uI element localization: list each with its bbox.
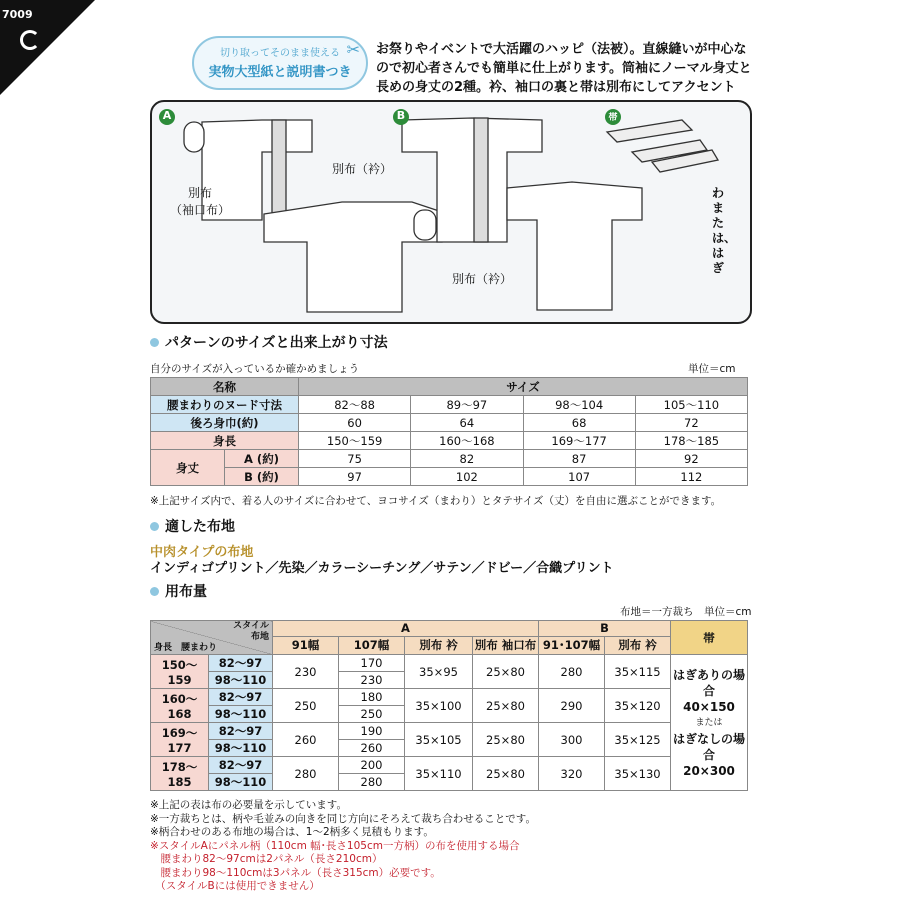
size-row-label: 身長 — [151, 432, 299, 450]
yardage-obi-line: または — [695, 717, 723, 728]
size-cell: 178〜185 — [635, 432, 747, 450]
yardage-row — [151, 757, 748, 774]
yardage-height: 160〜168 — [151, 689, 209, 723]
yardage-red-note-line: ※スタイルAにパネル柄（110cm 幅･長さ105cm一方柄）の布を使用する場合 — [150, 839, 520, 852]
mitake-label: 身丈 — [151, 450, 225, 486]
yardage-acuff: 25×80 — [473, 655, 539, 689]
yardage-hip: 82〜97 — [209, 689, 273, 706]
style-b-collar — [474, 118, 488, 242]
size-header-name: 名称 — [151, 378, 299, 396]
yardage-a107: 260 — [339, 740, 405, 757]
yardage-obi-line: はぎなしの場合 — [672, 731, 745, 762]
yardage-acuff: 25×80 — [473, 689, 539, 723]
size-row-label: 後ろ身巾(約) — [151, 414, 299, 432]
yardage-table — [150, 620, 748, 791]
yardage-notes — [150, 799, 536, 894]
bullet-icon — [150, 338, 159, 347]
size-cell: 72 — [635, 414, 747, 432]
size-subnote: 自分のサイズが入っているか確かめましょう — [150, 363, 360, 375]
yardage-red-note-line: 腰まわり98〜110cmは3パネル（長さ315cm）必要です。 — [150, 866, 441, 879]
yardage-a107: 170 — [339, 655, 405, 672]
label-a: A — [162, 109, 172, 122]
yardage-a107: 180 — [339, 689, 405, 706]
yardage-a91: 280 — [273, 757, 339, 791]
yardage-h-obi: 帯 — [671, 621, 748, 655]
size-cell: 89〜97 — [411, 396, 523, 414]
size-table — [150, 377, 748, 486]
yardage-a91: 250 — [273, 689, 339, 723]
yardage-beri: 35×115 — [605, 655, 671, 689]
yardage-hip: 82〜97 — [209, 655, 273, 672]
callout-cuff — [170, 184, 230, 218]
yardage-aeri: 35×95 — [405, 655, 473, 689]
callout-cuff-2: （袖口布） — [170, 203, 231, 217]
size-section-title — [150, 332, 388, 352]
size-cell: 150〜159 — [299, 432, 411, 450]
yardage-a107: 190 — [339, 723, 405, 740]
yardage-a107: 230 — [339, 672, 405, 689]
yardage-h-a-eri: 別布 衿 — [405, 636, 473, 654]
size-cell: 75 — [299, 450, 411, 468]
bullet-icon — [150, 587, 159, 596]
bullet-icon — [150, 522, 159, 531]
size-cell: 160〜168 — [411, 432, 523, 450]
intro-text: お祭りやイベントで大活躍のハッピ（法被）。直線縫いが中心なので初心者さんでも簡単に仕上がります。筒袖にノーマル身丈と長めの身丈の2種。衿、袖口の裏と帯は別布にしてアクセント — [376, 42, 752, 95]
yardage-note: 布地＝一方裁ち 単位＝cm — [620, 606, 752, 618]
yardage-obi-cell — [671, 655, 748, 791]
yardage-hip: 98〜110 — [209, 672, 273, 689]
yardage-b: 280 — [539, 655, 605, 689]
yardage-hip: 82〜97 — [209, 757, 273, 774]
yardage-h-b: B — [539, 621, 671, 637]
yardage-red-note-line: 腰まわり82〜97cmは2パネル（長さ210cm） — [150, 853, 383, 865]
yardage-beri: 35×125 — [605, 723, 671, 757]
yardage-row — [151, 723, 748, 740]
yardage-h-b-91107: 91･107幅 — [539, 636, 605, 654]
mitake-row-label: A (約) — [225, 450, 299, 468]
yardage-a107: 280 — [339, 774, 405, 791]
style-a-back-cuff — [414, 210, 436, 240]
size-cell: 105〜110 — [635, 396, 747, 414]
label-b: B — [396, 109, 406, 122]
yardage-beri: 35×130 — [605, 757, 671, 791]
garment-illustration — [150, 100, 752, 324]
size-header-size: サイズ — [299, 378, 748, 396]
yardage-hip: 82〜97 — [209, 723, 273, 740]
yardage-h-a-107: 107幅 — [339, 636, 405, 654]
yardage-h-fabric: 布地 — [250, 632, 269, 642]
size-cell: 169〜177 — [523, 432, 635, 450]
label-obi: 帯 — [608, 113, 618, 123]
yardage-h-style: スタイル — [233, 621, 269, 631]
mitake-row-label: B (約) — [225, 468, 299, 486]
yardage-hip: 98〜110 — [209, 706, 273, 723]
size-title-text: パターンのサイズと出来上がり寸法 — [165, 335, 388, 351]
garment-drawings — [152, 102, 750, 322]
yardage-aeri: 35×100 — [405, 689, 473, 723]
yardage-h-height-hip — [151, 643, 272, 654]
yardage-obi-line: 40×150 — [683, 699, 735, 714]
badge-bottom-text: 実物大型紙と説明書つき — [208, 65, 352, 80]
scissors-icon: ✂ — [346, 40, 360, 59]
yardage-aeri: 35×105 — [405, 723, 473, 757]
badge-top-text: 切り取ってそのまま使える — [220, 48, 340, 59]
fabric-type: 中肉タイプの布地 — [150, 545, 254, 560]
yardage-title-text: 用布量 — [165, 584, 207, 600]
size-cell: 98〜104 — [523, 396, 635, 414]
yardage-hip: 98〜110 — [209, 774, 273, 791]
style-a-cuff — [184, 122, 204, 152]
yardage-acuff: 25×80 — [473, 723, 539, 757]
page — [128, 0, 768, 900]
size-cell: 82 — [411, 450, 523, 468]
brand-logo-icon — [20, 30, 40, 50]
size-cell: 87 — [523, 450, 635, 468]
yardage-h-hip: 腰まわり — [181, 643, 218, 653]
yardage-red-note-line: （スタイルBには使用できません） — [150, 880, 320, 892]
size-cell: 64 — [411, 414, 523, 432]
size-cell: 60 — [299, 414, 411, 432]
yardage-b: 290 — [539, 689, 605, 723]
yardage-a107: 250 — [339, 706, 405, 723]
callout-eri-a: 別布（衿） — [332, 162, 393, 176]
size-footnote: ※上記サイズ内で、着る人のサイズに合わせて、ヨコサイズ（まわり）とタテサイズ（丈）を自由に選ぶことができます。 — [150, 495, 722, 507]
yardage-h-a: A — [273, 621, 539, 637]
yardage-corner-header — [151, 621, 273, 655]
size-cell: 97 — [299, 468, 411, 486]
callout-obi: わまたは、はぎ — [712, 186, 737, 275]
yardage-note-line: ※柄合わせのある布地の場合は、1〜2柄多く見積もります。 — [150, 826, 434, 838]
yardage-acuff: 25×80 — [473, 757, 539, 791]
fabric-list: インディゴプリント／先染／カラーシーチング／サテン／ドビー／合織プリント — [150, 561, 614, 576]
size-cell: 107 — [523, 468, 635, 486]
yardage-b: 320 — [539, 757, 605, 791]
yardage-obi-line: 20×300 — [683, 763, 735, 778]
yardage-obi-line: はぎありの場合 — [672, 667, 745, 698]
yardage-h-a-91: 91幅 — [273, 636, 339, 654]
yardage-aeri: 35×110 — [405, 757, 473, 791]
yardage-row — [151, 655, 748, 672]
style-a-collar — [272, 120, 286, 220]
pattern-code: 7009 — [2, 8, 33, 21]
size-cell: 92 — [635, 450, 747, 468]
yardage-height: 150〜159 — [151, 655, 209, 689]
yardage-hip: 98〜110 — [209, 740, 273, 757]
fabric-title-text: 適した布地 — [165, 519, 235, 535]
yardage-height: 169〜177 — [151, 723, 209, 757]
size-row-label: 腰まわりのヌード寸法 — [151, 396, 299, 414]
size-unit: 単位＝cm — [688, 363, 736, 375]
obi-drawing — [607, 120, 718, 172]
yardage-h-a-cuff: 別布 袖口布 — [473, 636, 539, 654]
yardage-h-b-eri: 別布 衿 — [605, 636, 671, 654]
pattern-badge — [192, 36, 368, 90]
yardage-body — [151, 655, 748, 791]
yardage-a91: 260 — [273, 723, 339, 757]
yardage-height: 178〜185 — [151, 757, 209, 791]
size-cell: 82〜88 — [299, 396, 411, 414]
yardage-beri: 35×120 — [605, 689, 671, 723]
fabric-section-title — [150, 516, 235, 536]
yardage-b: 300 — [539, 723, 605, 757]
callout-eri-b: 別布（衿） — [452, 272, 513, 286]
yardage-note-line: ※一方裁ちとは、柄や毛並みの向きを同じ方向にそろえて裁ち合わせることです。 — [150, 812, 536, 825]
callout-cuff-1: 別布 — [188, 186, 213, 200]
yardage-a107: 200 — [339, 757, 405, 774]
style-b-back-body — [507, 182, 642, 310]
size-cell: 112 — [635, 468, 747, 486]
yardage-h-height: 身長 — [154, 643, 173, 653]
yardage-section-title — [150, 581, 207, 601]
size-cell: 68 — [523, 414, 635, 432]
yardage-a91: 230 — [273, 655, 339, 689]
yardage-row — [151, 689, 748, 706]
size-cell: 102 — [411, 468, 523, 486]
yardage-note-line: ※上記の表は布の必要量を示しています。 — [150, 799, 347, 811]
